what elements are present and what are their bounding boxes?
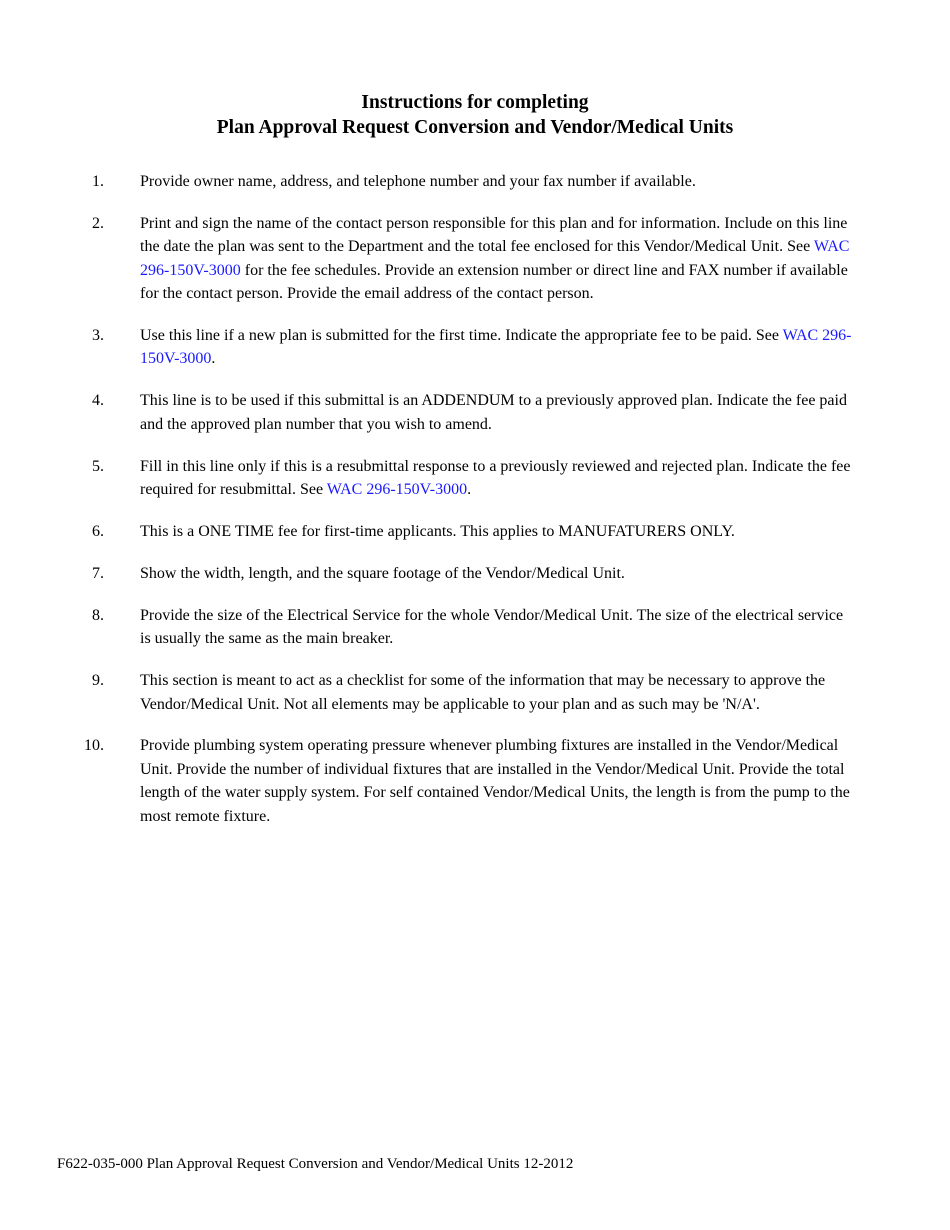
title-line-1: Instructions for completing (361, 92, 589, 113)
item-number: 10. (84, 737, 104, 755)
item-number: 6. (92, 522, 104, 540)
item-number: 7. (92, 564, 104, 582)
wac-link[interactable]: WAC 296-150V-3000 (140, 327, 852, 368)
item-text: Provide owner name, address, and telephone number and your fax number if available. (140, 173, 696, 190)
instruction-item-9 (0, 669, 950, 716)
instruction-item-4 (0, 389, 950, 436)
wac-link[interactable]: WAC 296-150V-3000 (326, 481, 468, 499)
item-text: Show the width, length, and the square footage of the Vendor/Medical Unit. (140, 564, 625, 582)
item-number: 8. (92, 606, 104, 624)
item-number: 2. (92, 214, 104, 232)
instruction-item-3 (0, 324, 950, 371)
instruction-item-10 (0, 734, 950, 828)
wac-link[interactable]: WAC 296-150V-3000 (140, 238, 850, 279)
instruction-item-6 (0, 520, 950, 543)
item-number: 3. (92, 327, 104, 345)
item-text: This section is meant to act as a checklist for some of the information that may be necessary to approve the Vendor/Medical Unit. Not all elements may be applicable to your plan and as such may be 'N/A'. (140, 672, 826, 713)
item-number: 5. (92, 457, 104, 475)
page-title (0, 90, 950, 140)
item-text: Use this line if a new plan is submitted for the first time. Indicate the appropriate fee to be paid. See WAC 296-150V-3000. (140, 327, 852, 368)
instruction-item-2 (0, 212, 950, 306)
instruction-item-7 (0, 562, 950, 585)
item-text: Provide plumbing system operating pressure whenever plumbing fixtures are installed in the Vendor/Medical Unit. Provide the number of individual fixtures that are installed in the Vendor/Medical Unit. Provide the total length of the water supply system. For self contained Vendor/Medical Units, the length is from the pump to the most remote fixture. (140, 737, 850, 825)
instruction-item-5 (0, 455, 950, 502)
item-text: This is a ONE TIME fee for first-time applicants. This applies to MANUFATURERS ONLY. (140, 522, 735, 540)
item-text: This line is to be used if this submittal is an ADDENDUM to a previously approved plan. Indicate the fee paid and the approved plan number that you wish to amend. (140, 392, 847, 433)
item-number: 4. (92, 392, 104, 410)
item-text: Fill in this line only if this is a resubmittal response to a previously reviewed and rejected plan. Indicate the fee required for resubmittal. See WAC 296-150V-3000. (140, 457, 851, 499)
item-number: 9. (92, 672, 104, 690)
instruction-item-8 (0, 604, 950, 651)
item-number: 1. (92, 173, 104, 190)
title-line-2: Plan Approval Request Conversion and Vendor/Medical Units (216, 117, 734, 138)
item-text: Print and sign the name of the contact person responsible for this plan and for information. Include on this line the date the plan was sent to the Department and the total fee enclosed for this Vendor/Medical Unit. See WAC 296-150V-3000 for the fee schedules. Provide an extension number or direct line and FAX number if available for the contact person. Provide the email address of the contact person. (140, 214, 850, 303)
item-text: Provide the size of the Electrical Service for the whole Vendor/Medical Unit. The size of the electrical service is usually the same as the main breaker. (140, 606, 844, 648)
form-footer: F622-035-000 Plan Approval Request Conversion and Vendor/Medical Units 12-2012 (57, 1156, 574, 1172)
instruction-item-1 (0, 170, 950, 193)
instruction-list (0, 170, 950, 847)
